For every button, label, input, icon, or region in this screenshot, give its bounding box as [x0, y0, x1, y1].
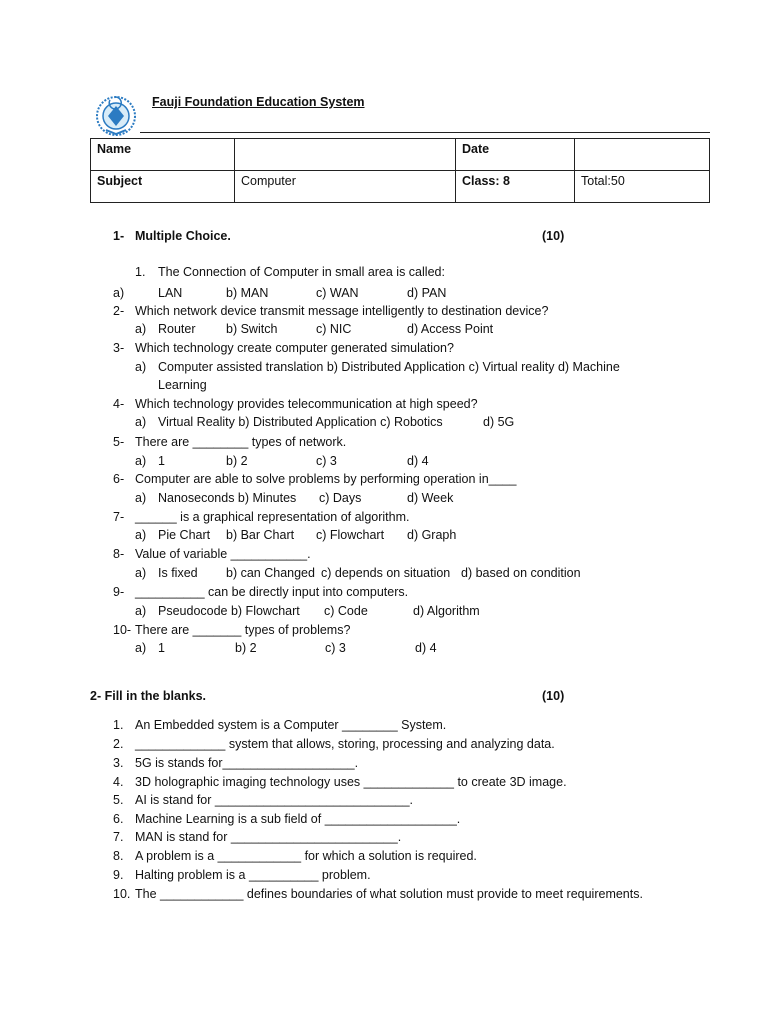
section1-title: Multiple Choice.	[135, 229, 231, 243]
q4-a-marker: a)	[135, 415, 147, 429]
fill-item-number: 7.	[113, 830, 124, 844]
fill-item-text: Machine Learning is a sub field of ___________________.	[135, 812, 461, 826]
q1-a-marker: a)	[113, 286, 125, 300]
fill-item-number: 4.	[113, 775, 124, 789]
q1-option-d: d) PAN	[407, 286, 447, 300]
q10-option-a: 1	[158, 641, 165, 655]
q5-option-a: 1	[158, 454, 165, 468]
q10-option-c: c) 3	[325, 641, 346, 655]
q10-number: 10-	[113, 623, 132, 637]
q2-number: 2-	[113, 304, 125, 318]
fill-item-text: Halting problem is a __________ problem.	[135, 868, 371, 882]
q6-a-marker: a)	[135, 491, 147, 505]
fill-item-number: 2.	[113, 737, 124, 751]
q9-number: 9-	[113, 585, 125, 599]
q5-a-marker: a)	[135, 454, 147, 468]
q1-text: The Connection of Computer in small area is called:	[158, 265, 445, 279]
q8-option-d: d) based on condition	[461, 566, 581, 580]
q9-a-marker: a)	[135, 604, 147, 618]
header-divider	[140, 132, 710, 133]
q8-option-a: Is fixed	[158, 566, 198, 580]
q7-option-c: c) Flowchart	[316, 528, 385, 542]
q2-text: Which network device transmit message intelligently to destination device?	[135, 304, 549, 318]
q5-text: There are ________ types of network.	[135, 435, 347, 449]
fill-item-number: 9.	[113, 868, 124, 882]
q7-number: 7-	[113, 510, 125, 524]
q6-text: Computer are able to solve problems by performing operation in____	[135, 472, 517, 486]
q9-option-d: d) Algorithm	[413, 604, 480, 618]
q7-a-marker: a)	[135, 528, 147, 542]
fill-item-number: 8.	[113, 849, 124, 863]
organization-title: Fauji Foundation Education System	[152, 95, 365, 109]
q6-number: 6-	[113, 472, 125, 486]
fill-item-text: 3D holographic imaging technology uses _____________ to create 3D image.	[135, 775, 567, 789]
q3-number: 3-	[113, 341, 125, 355]
q5-option-b: b) 2	[226, 454, 248, 468]
q8-a-marker: a)	[135, 566, 147, 580]
q2-option-b: b) Switch	[226, 322, 278, 336]
q7-option-d: d) Graph	[407, 528, 457, 542]
fill-item-text: The ____________ defines boundaries of what solution must provide to meet requirements.	[135, 887, 643, 901]
q5-number: 5-	[113, 435, 125, 449]
table-row	[91, 171, 710, 203]
table-row	[91, 139, 710, 171]
q8-number: 8-	[113, 547, 125, 561]
fill-item-text: A problem is a ____________ for which a solution is required.	[135, 849, 477, 863]
fill-item-number: 5.	[113, 793, 124, 807]
q3-options: Computer assisted translation b) Distributed Application c) Virtual reality d) Machine	[158, 360, 620, 374]
q10-text: There are _______ types of problems?	[135, 623, 351, 637]
date-label: Date	[456, 139, 575, 171]
q1-number: 1.	[135, 265, 146, 279]
date-field[interactable]	[575, 139, 710, 171]
section2-title: 2- Fill in the blanks.	[90, 689, 206, 703]
q4-options: Virtual Reality b) Distributed Application c) Robotics	[158, 415, 443, 429]
q7-option-b: b) Bar Chart	[226, 528, 295, 542]
fill-item-number: 6.	[113, 812, 124, 826]
school-crest-logo	[94, 94, 138, 138]
q9-text: __________ can be directly input into computers.	[135, 585, 409, 599]
subject-value: Computer	[235, 171, 456, 203]
section1-marks: (10)	[542, 229, 565, 243]
q3-options-cont: Learning	[158, 378, 207, 392]
q3-a-marker: a)	[135, 360, 147, 374]
fill-item-number: 3.	[113, 756, 124, 770]
q6-option-ab: Nanoseconds b) Minutes	[158, 491, 297, 505]
q8-text: Value of variable ___________.	[135, 547, 311, 561]
q5-option-d: d) 4	[407, 454, 429, 468]
q6-option-d: d) Week	[407, 491, 454, 505]
q2-option-d: d) Access Point	[407, 322, 494, 336]
fill-item-text: An Embedded system is a Computer ________ System.	[135, 718, 447, 732]
q2-a-marker: a)	[135, 322, 147, 336]
q4-text: Which technology provides telecommunication at high speed?	[135, 397, 478, 411]
section1-number: 1-	[113, 229, 125, 243]
class-label: Class: 8	[456, 171, 575, 203]
name-label: Name	[91, 139, 235, 171]
section2-marks: (10)	[542, 689, 565, 703]
q9-option-c: c) Code	[324, 604, 368, 618]
q4-option-d: d) 5G	[483, 415, 515, 429]
q1-option-b: b) MAN	[226, 286, 269, 300]
q1-option-c: c) WAN	[316, 286, 359, 300]
q2-option-c: c) NIC	[316, 322, 352, 336]
q2-option-a: Router	[158, 322, 196, 336]
total-marks: Total:50	[575, 171, 710, 203]
q10-option-d: d) 4	[415, 641, 437, 655]
q8-option-b: b) can Changed	[226, 566, 315, 580]
q7-option-a: Pie Chart	[158, 528, 211, 542]
name-field[interactable]	[235, 139, 456, 171]
q4-number: 4-	[113, 397, 125, 411]
q1-option-a: LAN	[158, 286, 183, 300]
q8-option-c: c) depends on situation	[321, 566, 451, 580]
fill-item-number: 10.	[113, 887, 131, 901]
fill-item-text: 5G is stands for___________________.	[135, 756, 359, 770]
fill-item-text: MAN is stand for ________________________.	[135, 830, 402, 844]
q10-a-marker: a)	[135, 641, 147, 655]
q5-option-c: c) 3	[316, 454, 337, 468]
subject-label: Subject	[91, 171, 235, 203]
q6-option-c: c) Days	[319, 491, 362, 505]
fill-item-text: AI is stand for ____________________________.	[135, 793, 414, 807]
q10-option-b: b) 2	[235, 641, 257, 655]
q3-text: Which technology create computer generated simulation?	[135, 341, 454, 355]
q9-option-ab: Pseudocode b) Flowchart	[158, 604, 300, 618]
fill-item-text: _____________ system that allows, storing, processing and analyzing data.	[135, 737, 555, 751]
q7-text: ______ is a graphical representation of algorithm.	[135, 510, 410, 524]
fill-item-number: 1.	[113, 718, 124, 732]
student-info-table	[90, 138, 710, 203]
